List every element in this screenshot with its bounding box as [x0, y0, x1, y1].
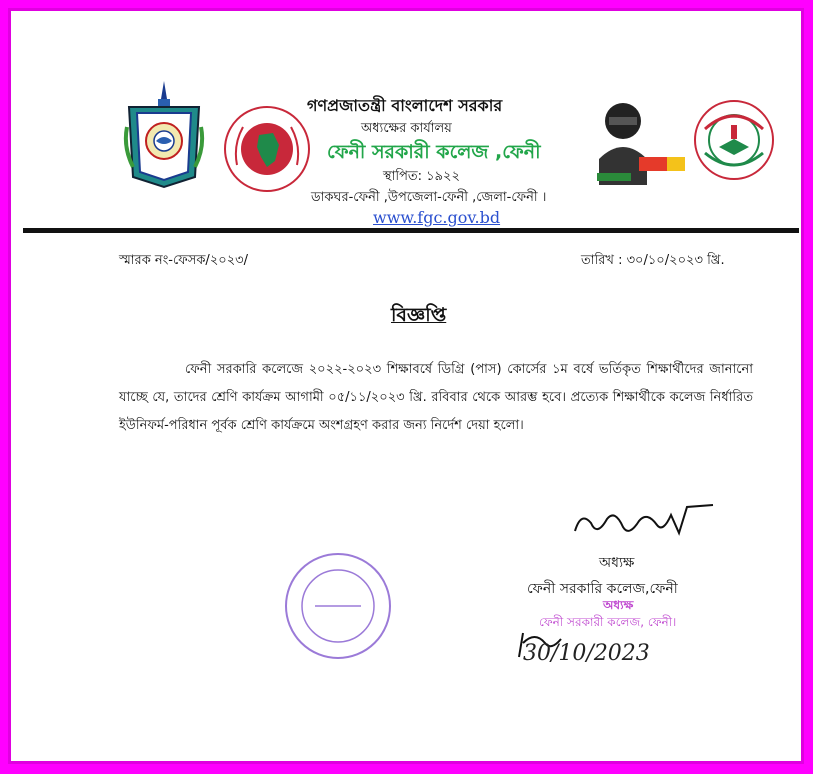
college-emblem-icon: [123, 77, 205, 189]
stamp-title: অধ্যক্ষ: [603, 598, 634, 612]
government-heading: গণপ্রজাতন্ত্রী বাংলাদেশ সরকার: [307, 96, 503, 115]
address: ডাকঘর-ফেনী ,উপজেলা-ফেনী ,জেলা-ফেনী ।: [311, 190, 547, 205]
memo-number: স্মারক নং-ফেসক/২০২৩/: [119, 253, 249, 268]
memo-date: তারিখ : ৩০/১০/২০২৩ খ্রি.: [581, 253, 725, 268]
education-logo-icon: [693, 99, 775, 181]
stamp-college: ফেনী সরকারী কলেজ, ফেনী।: [539, 615, 677, 629]
established-year: স্থাপিত: ১৯২২: [383, 169, 460, 184]
handwritten-date: 30/10/2023: [523, 641, 650, 666]
signatory-title: অধ্যক্ষ: [599, 555, 635, 571]
notice-title: বিজ্ঞপ্তি: [391, 304, 447, 326]
signature-icon: [567, 497, 717, 547]
college-name: ফেনী সরকারী কলেজ ,ফেনী: [327, 141, 541, 163]
header-divider: [23, 228, 799, 233]
mujib-100-logo-icon: [589, 95, 685, 185]
signatory-college: ফেনী সরকারি কলেজ,ফেনী: [527, 581, 678, 597]
government-seal-icon: [223, 105, 311, 193]
round-seal-stamp-icon: [283, 551, 393, 661]
office-heading: অধ্যক্ষের কার্যালয়: [361, 121, 452, 136]
document-page: [8, 8, 804, 764]
notice-body: ফেনী সরকারি কলেজে ২০২২-২০২৩ শিক্ষাবর্ষে ডিগ্রি (পাস) কোর্সের ১ম বর্ষে ভর্তিকৃত শিক্ষার্থীদের জানানো যাচ্ছে যে, তাদের শ্রেণি কার্যক্রম আগামী ০৫/১১/২০২৩ খ্রি. রবিবার থেকে আরম্ভ হবে। প্রত্যেক শিক্ষার্থীকে কলেজ নির্ধারিত ইউনিফর্ম-পরিধান পূর্বক শ্রেণি কার্যক্রমে অংশগ্রহণ করার জন্য নির্দেশ দেয়া হলো।: [119, 362, 753, 433]
website-link[interactable]: www.fgc.gov.bd: [373, 208, 501, 227]
